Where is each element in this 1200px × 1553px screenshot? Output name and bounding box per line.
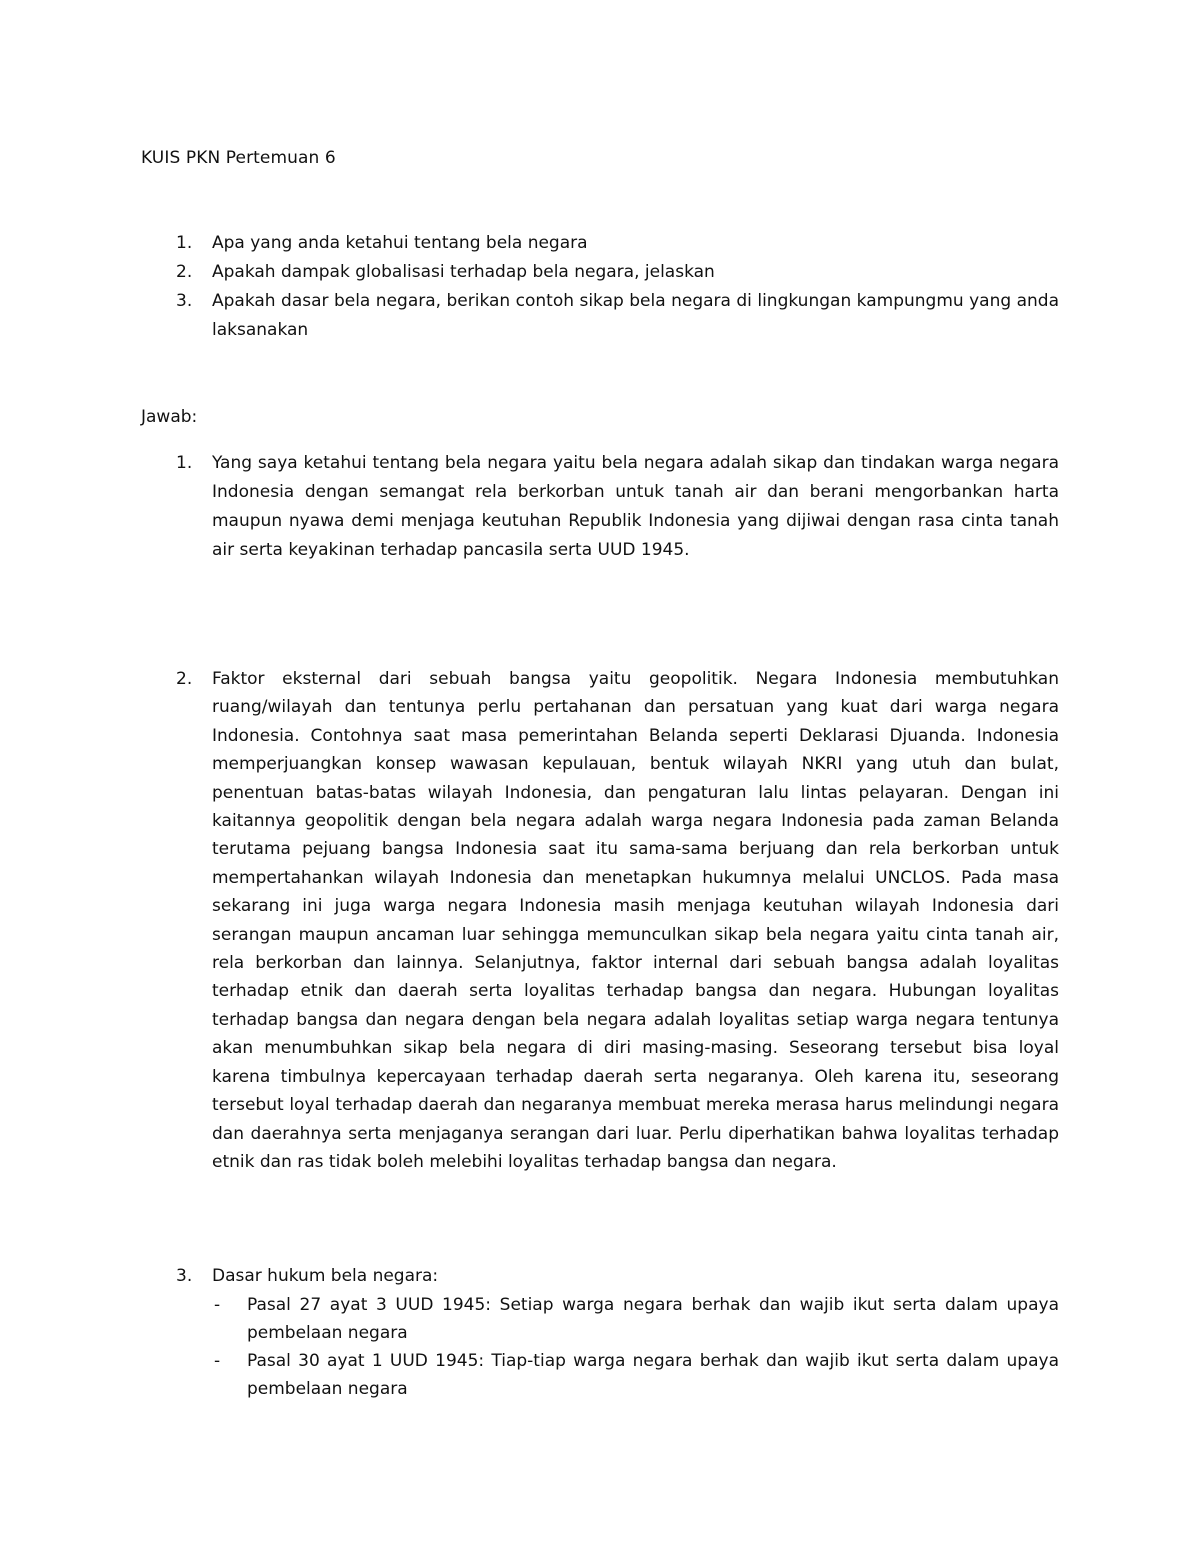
answer-text: Faktor eksternal dari sebuah bangsa yaitu geopolitik. Negara Indonesia membutuhkan ruang/wilayah dan tentunya perlu pertahanan dan persatuan yang kuat dari warga negara Indonesia. Contohnya saat masa pemerintahan Belanda seperti Deklarasi Djuanda. Indonesia memperjuangkan konsep wawasan kepulauan, bentuk wilayah NKRI yang utuh dan bulat, penentuan batas-batas wilayah Indonesia, dan pengaturan lalu lintas pelayaran. Dengan ini kaitannya geopolitik dengan bela negara adalah warga negara Indonesia pada zaman Belanda terutama pejuang bangsa Indonesia saat itu sama-sama berjuang dan rela berkorban untuk mempertahankan wilayah Indonesia dan menetapkan hukumnya melalui UNCLOS. Pada masa sekarang ini juga warga negara Indonesia masih menjaga keutuhan wilayah Indonesia dari serangan maupun ancaman luar sehingga memunculkan sikap bela negara yaitu cinta tanah air, rela berkorban dan lainnya. Selanjutnya, faktor internal dari sebuah bangsa adalah loyalitas terhadap etnik dan daerah serta loyalitas terhadap bangsa dan negara. Hubungan loyalitas terhadap bangsa dan negara dengan bela negara adalah loyalitas setiap warga negara tentunya akan menumbuhkan sikap bela negara di diri masing-masing. Seseorang tersebut bisa loyal karena timbulnya kepercayaan terhadap daerah serta negaranya. Oleh karena itu, seseorang tersebut loyal terhadap daerah dan negaranya membuat mereka merasa harus melindungi negara dan daerahnya serta menjaganya serangan dari luar. Perlu diperhatikan bahwa loyalitas terhadap etnik dan ras tidak boleh melebihi loyalitas terhadap bangsa dan negara. [212, 669, 1059, 1172]
answer-1 [141, 449, 1059, 565]
legal-basis-text: Pasal 30 ayat 1 UUD 1945: Tiap-tiap warga negara berhak dan wajib ikut serta dalam upaya pembelaan negara [247, 1351, 1059, 1399]
question-text: Apakah dampak globalisasi terhadap bela negara, jelaskan [212, 262, 715, 282]
question-item [141, 258, 1059, 287]
answer-item [141, 1262, 1059, 1291]
answer-number: 1. [176, 453, 193, 473]
answer-item [141, 665, 1059, 1176]
legal-basis-text: Pasal 27 ayat 3 UUD 1945: Setiap warga negara berhak dan wajib ikut serta dalam upaya pembelaan negara [247, 1295, 1059, 1343]
question-text: Apa yang anda ketahui tentang bela negara [212, 233, 588, 253]
legal-basis-list [141, 1291, 1059, 1403]
answer-text: Dasar hukum bela negara: [212, 1266, 439, 1286]
question-item [141, 287, 1059, 345]
document-title: KUIS PKN Pertemuan 6 [141, 148, 336, 168]
bullet-dash: - [214, 1351, 221, 1371]
question-number: 3. [176, 291, 193, 311]
answer-3 [141, 1262, 1059, 1403]
question-number: 2. [176, 262, 193, 282]
answer-label: Jawab: [141, 407, 198, 427]
answer-text: Yang saya ketahui tentang bela negara yaitu bela negara adalah sikap dan tindakan warga negara Indonesia dengan semangat rela berkorban untuk tanah air dan berani mengorbankan harta maupun nyawa demi menjaga keutuhan Republik Indonesia yang dijiwai dengan rasa cinta tanah air serta keyakinan terhadap pancasila serta UUD 1945. [212, 453, 1059, 560]
bullet-dash: - [214, 1295, 221, 1315]
legal-basis-item [141, 1347, 1059, 1403]
question-item [141, 229, 1059, 258]
question-text: Apakah dasar bela negara, berikan contoh sikap bela negara di lingkungan kampungmu yang anda laksanakan [212, 291, 1059, 340]
answer-number: 3. [176, 1266, 193, 1286]
answer-number: 2. [176, 669, 193, 689]
question-number: 1. [176, 233, 193, 253]
legal-basis-item [141, 1291, 1059, 1347]
answer-2 [141, 665, 1059, 1176]
answer-item [141, 449, 1059, 565]
question-list [141, 229, 1059, 345]
